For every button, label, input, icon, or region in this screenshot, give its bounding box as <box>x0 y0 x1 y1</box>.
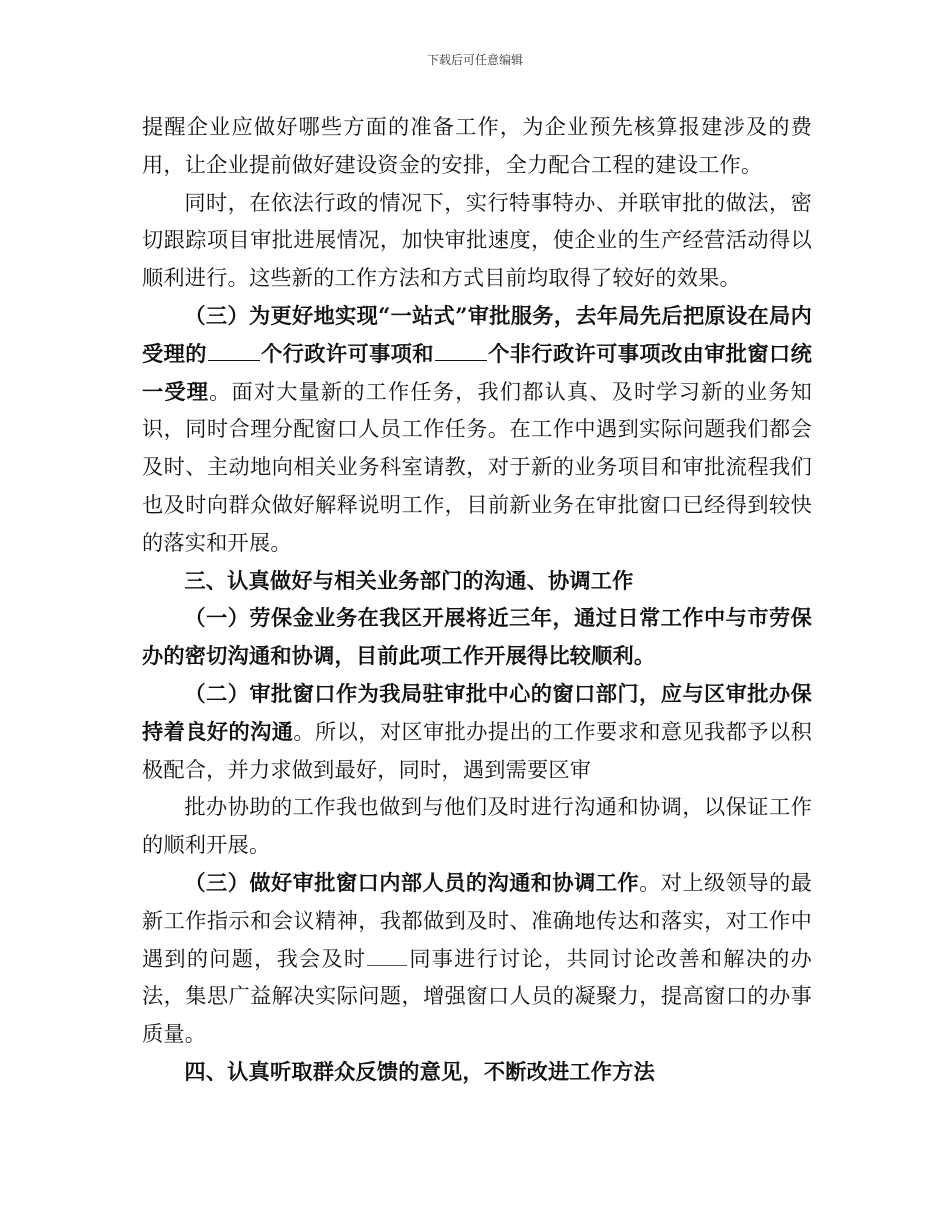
internal-coordination-body-b: 同事进行讨论，共同讨论改善和解决的办法，集思广益解决实际问题，增强窗口人员的凝聚力，提高窗口的办事质量。 <box>142 945 812 1047</box>
document-body <box>142 108 812 1091</box>
paragraph-one-stop-service <box>142 297 812 562</box>
page-header-note: 下载后可任意编辑 <box>426 53 523 67</box>
section-heading-four: 四、认真听取群众反馈的意见，不断改进工作方法 <box>184 1058 655 1084</box>
one-stop-body: 。面对大量新的工作任务，我们都认真、及时学习新的业务知识，同时合理分配窗口人员工作任务。在工作中遇到实际问题我们都会及时、主动地向相关业务科室请教，对于新的业务项目和审批流程我们也及时向群众做好解释说明工作，目前新业务在审批窗口已经得到较快的落实和开展。 <box>142 378 812 555</box>
approval-window-lead: （二）审批窗口作为我局驻审批中心的窗口部门，应与区审批办保持着良好的沟通 <box>142 680 812 744</box>
blank-with-colleagues <box>367 945 407 965</box>
paragraph-meanwhile: 同时，在依法行政的情况下，实行特事特办、并联审批的做法，密切跟踪项目审批进展情况，加快审批速度，使企业的生产经营活动得以顺利进行。这些新的工作方法和方式目前均取得了较好的效果。 <box>142 189 812 291</box>
internal-coordination-body-a: 。对上级领导的最新工作指示和会议精神，我都做到及时、准确地传达和落实，对工作中遇到的问题，我会及时 <box>142 869 813 971</box>
paragraph-approval-office-help: 批办协助的工作我也做到与他们及时进行沟通和协调，以保证工作的顺利开展。 <box>142 794 812 858</box>
approval-window-body: 。所以，对区审批办提出的工作要求和意见我都予以积极配合，并力求做到最好，同时，遇到需要区审 <box>142 718 812 782</box>
one-stop-lead-a: （三）为更好地实现“一站式”审批服务，去年局先后把原设在局内受理的 <box>142 302 812 366</box>
internal-coordination-lead: （三）做好审批窗口内部人员的沟通和协调工作 <box>184 869 640 895</box>
blank-count-nonadmin <box>435 341 487 361</box>
section-heading-three: 三、认真做好与相关业务部门的沟通、协调工作 <box>184 567 634 593</box>
blank-count-admin <box>208 341 260 361</box>
one-stop-lead-b: 个行政许可事项和 <box>260 340 434 366</box>
paragraph-labor-insurance: （一）劳保金业务在我区开展将近三年，通过日常工作中与市劳保办的密切沟通和协调，目前此项工作开展得比较顺利。 <box>142 605 812 669</box>
one-stop-lead-c: 个非行政许可事项改由审批窗口统一受理 <box>142 340 812 404</box>
paragraph-continuation: 提醒企业应做好哪些方面的准备工作，为企业预先核算报建涉及的费用，让企业提前做好建设资金的安排，全力配合工程的建设工作。 <box>142 114 812 177</box>
paragraph-approval-window <box>142 675 812 788</box>
paragraph-internal-coordination <box>142 864 812 1053</box>
